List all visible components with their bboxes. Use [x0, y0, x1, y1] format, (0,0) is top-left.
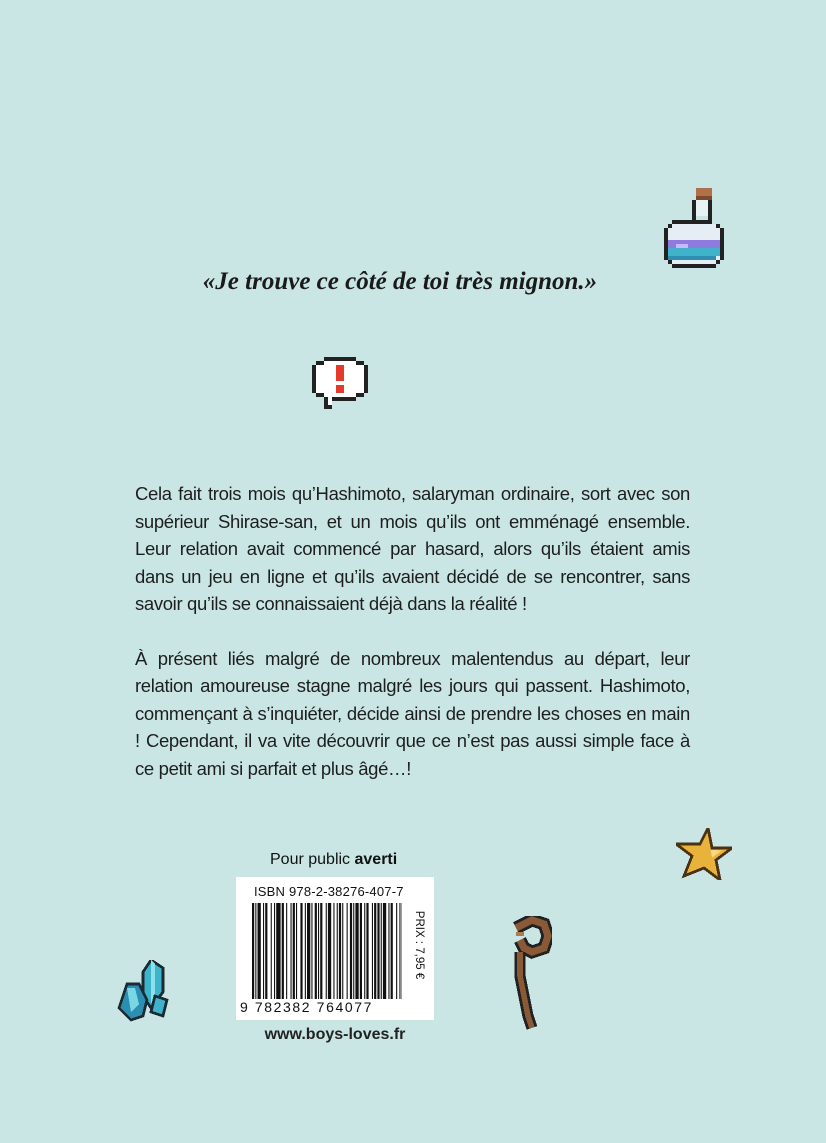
crystal-icon — [114, 960, 172, 1024]
price-text: PRIX : 7,95 € — [413, 910, 425, 980]
staff-icon — [496, 916, 552, 1036]
barcode-icon — [252, 903, 402, 999]
synopsis-paragraph: À présent liés malgré de nombreux malentendus au départ, leur relation amoureuse stagne malgré les jours qui passent. Hashimoto, commençant à s’inquiéter, décide ainsi de prendre les choses en main ! Cependant, il va vite découvrir que ce n’est pas aussi simple face à ce petit ami si parfait et plus âgé…! — [135, 647, 690, 779]
barcode-box — [236, 877, 434, 1020]
audience-rating — [270, 851, 397, 869]
website-url: www.boys-loves.fr — [264, 1026, 406, 1043]
synopsis — [135, 480, 690, 809]
tagline-quote: «Je trouve ce côté de toi très mignon.» — [202, 268, 598, 295]
isbn-label: ISBN 978-2-38276-407-7 — [254, 884, 404, 899]
star-icon — [676, 828, 732, 880]
barcode-number: 9 782382 764077 — [240, 999, 373, 1015]
price-label — [408, 895, 430, 995]
audience-emphasis: averti — [354, 851, 398, 868]
potion-icon — [660, 188, 724, 280]
synopsis-paragraph: Cela fait trois mois qu’Hashimoto, salaryman ordinaire, sort avec son supérieur Shirase-san, et un mois qu’ils ont emménagé ensemble. Leur relation avait commencé par hasard, alors qu’ils étaient amis dans un jeu en ligne et qu’ils avaient décidé de se rencontrer, sans savoir qu’ils se connaissaient déjà dans la réalité ! — [135, 483, 690, 614]
exclamation-bubble-icon — [312, 356, 368, 414]
audience-prefix: Pour public — [270, 851, 355, 868]
